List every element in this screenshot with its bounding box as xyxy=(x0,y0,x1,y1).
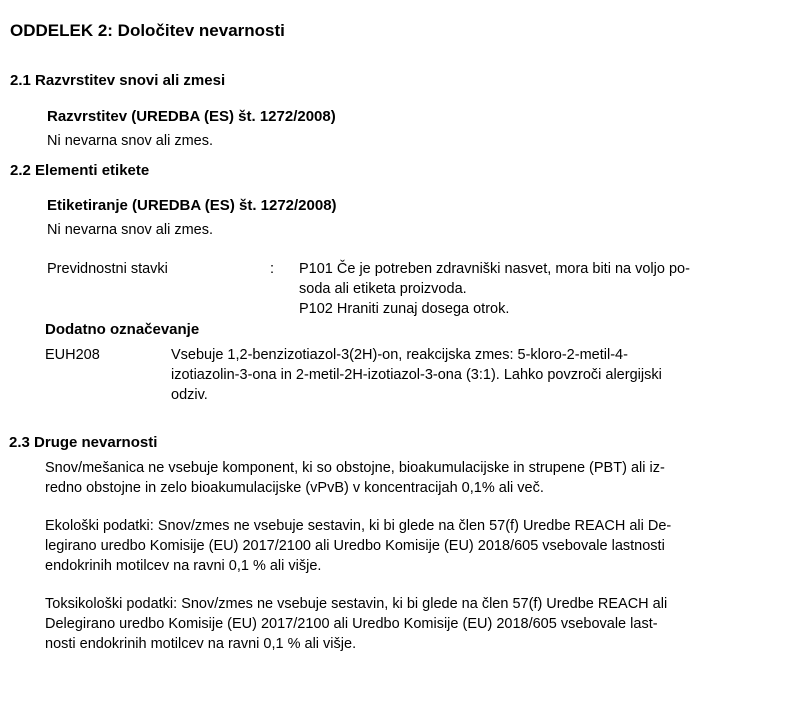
precaution-line: soda ali etiketa proizvoda. xyxy=(299,281,467,297)
additional-labelling-heading: Dodatno označevanje xyxy=(45,321,200,338)
heading-2-3: 2.3 Druge nevarnosti xyxy=(9,434,158,451)
paragraph-line: Toksikološki podatki: Snov/zmes ne vsebuje sestavin, ki bi glede na člen 57(f) Uredbe REACH ali xyxy=(45,596,668,612)
ecological-paragraph xyxy=(45,516,671,576)
euh-line: Vsebuje 1,2-benzizotiazol-3(2H)-on, reakcijska zmes: 5-kloro-2-metil-4- xyxy=(171,347,628,363)
paragraph-line: redno obstojne in zelo bioakumulacijske (vPvB) v koncentracijah 0,1% ali več. xyxy=(45,480,544,496)
euh-description xyxy=(171,345,662,405)
subheading-classification: Razvrstitev (UREDBA (ES) št. 1272/2008) xyxy=(47,108,336,125)
precaution-line: P101 Če je potreben zdravniški nasvet, mora biti na voljo po- xyxy=(299,261,690,277)
classification-text: Ni nevarna snov ali zmes. xyxy=(47,133,214,149)
precaution-colon: : xyxy=(270,261,275,277)
paragraph-line: Snov/mešanica ne vsebuje komponent, ki so obstojne, bioakumulacijske in strupene (PBT) ali iz- xyxy=(45,460,665,476)
section-title: ODDELEK 2: Določitev nevarnosti xyxy=(10,21,285,40)
paragraph-line: Delegirano uredbo Komisije (EU) 2017/2100 ali Uredbo Komisije (EU) 2018/605 vsebovale last- xyxy=(45,616,658,632)
euh-line: izotiazolin-3-ona in 2-metil-2H-izotiazol-3-ona (3:1). Lahko povzroči alergijski xyxy=(171,367,662,383)
subheading-labelling: Etiketiranje (UREDBA (ES) št. 1272/2008) xyxy=(47,197,337,214)
toxicological-paragraph xyxy=(45,594,667,654)
precaution-line: P102 Hraniti zunaj dosega otrok. xyxy=(299,301,510,317)
paragraph-line: Ekološki podatki: Snov/zmes ne vsebuje sestavin, ki bi glede na člen 57(f) Uredbe REACH ali De- xyxy=(45,518,672,534)
labelling-text: Ni nevarna snov ali zmes. xyxy=(47,222,214,238)
heading-2-2: 2.2 Elementi etikete xyxy=(10,162,150,179)
precaution-statements xyxy=(299,259,690,319)
paragraph-line: nosti endokrinih motilcev na ravni 0,1 % ali višje. xyxy=(45,636,357,652)
heading-2-1: 2.1 Razvrstitev snovi ali zmesi xyxy=(10,72,226,89)
paragraph-line: endokrinih motilcev na ravni 0,1 % ali višje. xyxy=(45,558,322,574)
euh-line: odziv. xyxy=(171,387,208,403)
pbt-paragraph xyxy=(45,458,665,498)
precaution-label: Previdnostni stavki xyxy=(47,261,168,277)
euh-code: EUH208 xyxy=(45,347,100,363)
paragraph-line: legirano uredbo Komisije (EU) 2017/2100 ali Uredbo Komisije (EU) 2018/605 vsebovale lastnosti xyxy=(45,538,665,554)
